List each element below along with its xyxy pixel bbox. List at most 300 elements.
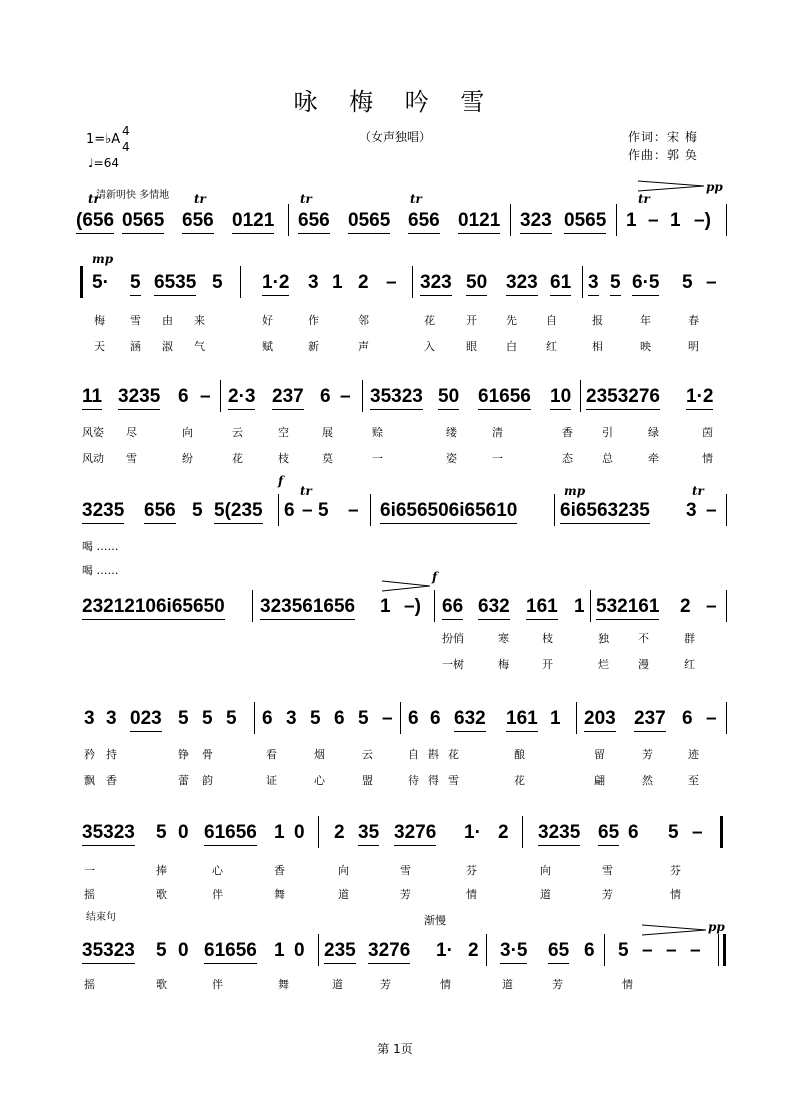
note-group: 65 (598, 822, 619, 846)
lyric-word: 入 (424, 340, 435, 353)
lyric-word: 茵 (702, 426, 713, 439)
note-group: 35323 (82, 940, 135, 964)
lyric-word: 红 (684, 658, 695, 671)
note: 5 (358, 708, 369, 729)
lyric-word: 雪 (602, 864, 613, 877)
note-group: 161 (526, 596, 558, 620)
note: 6·5 (632, 272, 659, 296)
lyrics-verse-2 (82, 656, 728, 672)
trill-mark: tr (88, 192, 100, 206)
barline (370, 494, 371, 526)
note-group: 11 (82, 386, 102, 410)
note-dash: – (382, 708, 393, 729)
barline (726, 590, 727, 622)
note-group: 6i6563235 (560, 500, 650, 524)
note: 5 (310, 708, 321, 729)
note-dash: – (706, 500, 717, 521)
lyric-word: 梅 (498, 658, 509, 671)
dynamic-f: f (432, 570, 438, 584)
note-group: 237 (272, 386, 304, 410)
note-group: 323561656 (260, 596, 355, 620)
barline (604, 934, 605, 966)
lyric-word: 先 (506, 314, 517, 327)
lyric-word: 自 (408, 748, 419, 761)
note-group: 632 (454, 708, 486, 732)
lyric-word: 尽 (126, 426, 137, 439)
note-group: 50 (466, 272, 487, 296)
lyric-word: 作 (308, 314, 319, 327)
lyric-word: 花 (232, 452, 243, 465)
lyric-word: 歌 (156, 978, 167, 991)
lyric-word: 矜 (84, 748, 95, 761)
note-row (82, 500, 728, 526)
lyric-word: 枝 (542, 632, 553, 645)
lyric-word: 蕾 (178, 774, 189, 787)
note-dash: – (706, 272, 717, 293)
note-row (76, 210, 728, 236)
lyric-word: 赊 (372, 426, 383, 439)
lyric-word: 自 (546, 314, 557, 327)
lyric-word: 报 (592, 314, 603, 327)
barline (726, 204, 727, 236)
lyric-word: 映 (640, 340, 651, 353)
lyric-word: 莫 (322, 452, 333, 465)
note: 5 (192, 500, 203, 521)
lyric-word: 涵 (130, 340, 141, 353)
note-group: 3276 (368, 940, 410, 964)
lyric-word: 不 (638, 632, 649, 645)
lyric-word: 持 (106, 748, 117, 761)
note-dash: – (200, 386, 211, 407)
lyrics-verse-1 (82, 630, 728, 646)
note: 5 (202, 708, 213, 729)
note-group: 3235 (82, 500, 124, 524)
note: 1 (332, 272, 343, 293)
decrescendo-hairpin (382, 580, 430, 592)
note: 5 (130, 272, 141, 296)
note-group: 5(235 (214, 500, 263, 524)
lyric-word: 芳 (552, 978, 563, 991)
lyric-word: 纷 (182, 452, 193, 465)
lyric-word: 一 (372, 452, 383, 465)
note: 2 (468, 940, 479, 961)
lyric-word: 天 (94, 340, 105, 353)
note-group: 0121 (232, 210, 274, 234)
lyric-word: 扮俏 (442, 632, 464, 645)
note-dash: – (386, 272, 397, 293)
lyric-word: 空 (278, 426, 289, 439)
barline (434, 590, 435, 622)
note-group: 323 (520, 210, 552, 234)
lyric-word: 云 (362, 748, 373, 761)
barline (582, 266, 583, 298)
lyric-word: 总 (602, 452, 613, 465)
note-group: 61656 (204, 940, 257, 964)
lyrics-verse-1 (82, 312, 728, 328)
note: 5 (610, 272, 621, 296)
lyric-word: 香 (274, 864, 285, 877)
repeat-barline (720, 816, 723, 848)
note: 1 (274, 940, 285, 961)
lyric-word: 引 (602, 426, 613, 439)
lyric-word: 盟 (362, 774, 373, 787)
lyric-word: 绿 (648, 426, 659, 439)
lyrics-verse-1 (82, 862, 728, 878)
time-signature-bottom: 4 (122, 140, 130, 154)
note-group: 632 (478, 596, 510, 620)
note-group: 656 (144, 500, 176, 524)
barline (252, 590, 253, 622)
lyric-word: 雪 (448, 774, 459, 787)
note: 5 (178, 708, 189, 729)
note: 5 (618, 940, 629, 961)
lyric-word: 翩 (594, 774, 605, 787)
note: 5 (682, 272, 693, 293)
lyric-word: 展 (322, 426, 333, 439)
note-dash: – (690, 940, 701, 961)
note-group: 35 (358, 822, 379, 846)
lyric-word: 群 (684, 632, 695, 645)
note-group: 35323 (82, 822, 135, 846)
lyric-word: 烟 (314, 748, 325, 761)
note-group: 66 (442, 596, 463, 620)
note-dash: – (706, 596, 717, 617)
key-signature: 1=♭A (86, 132, 121, 147)
lyric-word: 好 (262, 314, 273, 327)
note: 2 (498, 822, 509, 843)
lyric-word: 风动 (82, 452, 104, 465)
lyric-word: 迹 (688, 748, 699, 761)
barline (220, 380, 221, 412)
ending-label: 结束句 (86, 912, 116, 923)
lyric-word: 道 (338, 888, 349, 901)
lyric-word: 情 (622, 978, 633, 991)
lyric-word: 春 (688, 314, 699, 327)
note-group: 61 (550, 272, 571, 296)
lyric-word: 向 (182, 426, 193, 439)
note: 3 (686, 500, 697, 521)
barline (412, 266, 413, 298)
lyric-word: 至 (688, 774, 699, 787)
note-group: 3·5 (500, 940, 527, 964)
note-group: 323 (506, 272, 538, 296)
note: 2 (358, 272, 369, 293)
lyric-word: 舞 (278, 978, 289, 991)
note-dash: – (706, 708, 717, 729)
lyric-word: 心 (314, 774, 325, 787)
note: 5 (156, 822, 167, 843)
lyric-word: 一 (84, 864, 95, 877)
note-group: 235 (324, 940, 356, 964)
lyric-word: 眼 (466, 340, 477, 353)
note-group: 3276 (394, 822, 436, 846)
note: 1 (550, 708, 561, 729)
lyric-word: 芳 (642, 748, 653, 761)
final-barline-thick (723, 934, 726, 966)
note-group: 35323 (370, 386, 423, 410)
lyric-word: 寒 (498, 632, 509, 645)
lyric-word: 斟 (428, 748, 439, 761)
note: 5 (226, 708, 237, 729)
lyric-word: 看 (266, 748, 277, 761)
lyricist-credit: 作词：宋 梅 (628, 130, 698, 144)
composer-credit: 作曲：郭 奂 (628, 148, 698, 162)
note-group: 656 (298, 210, 330, 234)
lyric-word: 一 (492, 452, 503, 465)
barline (240, 266, 241, 298)
note-row (82, 272, 728, 298)
note-group: 65 (548, 940, 569, 964)
page-number: 第 1页 (377, 1042, 413, 1056)
note: 0 (294, 822, 305, 843)
note-group: 023 (130, 708, 162, 732)
barline (400, 702, 401, 734)
note: 0 (178, 822, 189, 843)
note: 6 (262, 708, 273, 729)
lyric-word: 芬 (466, 864, 477, 877)
lyric-word: 伴 (212, 978, 223, 991)
lyrics-verse-1 (82, 424, 728, 440)
note-group: 61656 (204, 822, 257, 846)
barline (554, 494, 555, 526)
trill-mark: tr (194, 192, 206, 206)
lyric-word: 红 (546, 340, 557, 353)
note: 3 (84, 708, 95, 729)
note: 1·2 (262, 272, 289, 296)
lyric-word: 花 (448, 748, 459, 761)
barline (616, 204, 617, 236)
lyric-word: 牵 (648, 452, 659, 465)
barline (580, 380, 581, 412)
trill-mark: tr (410, 192, 422, 206)
lyrics-verse-2 (82, 338, 728, 354)
lyric-word: 得 (428, 774, 439, 787)
lyric-word: 风姿 (82, 426, 104, 439)
note-group: 10 (550, 386, 571, 410)
lyric-word: 淑 (162, 340, 173, 353)
lyric-word: 年 (640, 314, 651, 327)
lyric-word: 道 (502, 978, 513, 991)
lyric-word: 明 (688, 340, 699, 353)
lyric-word: 赋 (262, 340, 273, 353)
note: 6 (320, 386, 331, 407)
lyric-word: 新 (308, 340, 319, 353)
trill-mark: tr (300, 192, 312, 206)
ritardando-mark: 渐慢 (424, 914, 446, 927)
dynamic-pp: pp (706, 180, 723, 194)
note: 5 (318, 500, 329, 521)
note: 6 (682, 708, 693, 729)
lyric-word: 舞 (274, 888, 285, 901)
lyric-word: 独 (598, 632, 609, 645)
note-group: 203 (584, 708, 616, 732)
lyric-word: 姿 (446, 452, 457, 465)
lyric-word: 花 (514, 774, 525, 787)
note-row (82, 940, 728, 966)
note: 6 (334, 708, 345, 729)
note-group: 161 (506, 708, 538, 732)
note-dash: – (642, 940, 653, 961)
lyric-word: 缕 (446, 426, 457, 439)
barline (362, 380, 363, 412)
lyric-word: 骨 (202, 748, 213, 761)
note-dash: – (648, 210, 659, 231)
note-group: 0121 (458, 210, 500, 234)
barline (576, 702, 577, 734)
note: 3 (588, 272, 599, 296)
lyric-word: 情 (670, 888, 681, 901)
barline (318, 816, 319, 848)
barline (278, 494, 279, 526)
note-row (82, 822, 728, 848)
time-signature-top: 4 (122, 124, 130, 138)
lyric-word: 白 (506, 340, 517, 353)
lyric-word: 向 (338, 864, 349, 877)
note-group: 2·3 (228, 386, 255, 410)
note-dash: – (340, 386, 351, 407)
note-group: 1·2 (686, 386, 713, 410)
lyrics-verse-1 (82, 746, 728, 762)
trill-mark: tr (692, 484, 704, 498)
lyrics-verse-2 (82, 886, 728, 902)
lyric-word: 捧 (156, 864, 167, 877)
note-group: 3235 (538, 822, 580, 846)
lyric-word: 芳 (380, 978, 391, 991)
lyric-word: 情 (440, 978, 451, 991)
barline (510, 204, 511, 236)
lyric-word: 情 (702, 452, 713, 465)
note-group: 237 (634, 708, 666, 732)
note-row (82, 386, 728, 412)
note: 6 (628, 822, 639, 843)
barline (288, 204, 289, 236)
lyric-word: 留 (594, 748, 605, 761)
lyric-word: 向 (540, 864, 551, 877)
note: 2 (680, 596, 691, 617)
lyric-word: 摇 (84, 978, 95, 991)
lyric-word: 芳 (602, 888, 613, 901)
note: 3 (286, 708, 297, 729)
barline (486, 934, 487, 966)
lyric-word: 道 (332, 978, 343, 991)
note-group: 23212106i65650 (82, 596, 225, 620)
lyric-word: 声 (358, 340, 369, 353)
lyric-word: 雪 (126, 452, 137, 465)
note: 1· (464, 822, 481, 843)
lyric-word: 心 (212, 864, 223, 877)
lyric-word: 芬 (670, 864, 681, 877)
note: 6 (584, 940, 595, 961)
decrescendo-hairpin (642, 924, 706, 936)
lyric-word: 梅 (94, 314, 105, 327)
note: 6 (178, 386, 189, 407)
repeat-barline (80, 266, 83, 298)
lyric-word: 韵 (202, 774, 213, 787)
lyric-word: 然 (642, 774, 653, 787)
lyric-word: 摇 (84, 888, 95, 901)
note: 6 (408, 708, 419, 729)
lyric-word: 铮 (178, 748, 189, 761)
note-group: 2353276 (586, 386, 660, 410)
note-dash: – (302, 500, 313, 521)
barline (318, 934, 319, 966)
note: 1 (380, 596, 391, 617)
lyric-word: 一树 (442, 658, 464, 671)
note: 1 (574, 596, 585, 617)
lyric-word: 喝 …… (82, 564, 119, 577)
note: 5 (156, 940, 167, 961)
note-row (82, 708, 728, 734)
lyric-word: 花 (424, 314, 435, 327)
note-dash: – (666, 940, 677, 961)
lyric-word: 开 (542, 658, 553, 671)
barline (590, 590, 591, 622)
lyric-word: 开 (466, 314, 477, 327)
note: 3 (106, 708, 117, 729)
note-dash: –) (694, 210, 711, 231)
lyric-word: 态 (562, 452, 573, 465)
lyric-word: 待 (408, 774, 419, 787)
dynamic-pp: pp (708, 920, 725, 934)
final-barline (718, 934, 719, 966)
note: 0 (178, 940, 189, 961)
note-group: 50 (438, 386, 459, 410)
lyrics-verse-1 (82, 538, 728, 554)
note: 1· (436, 940, 453, 961)
note-group: 0565 (348, 210, 390, 234)
lyric-word: 云 (232, 426, 243, 439)
note-group: 323 (420, 272, 452, 296)
song-title: 咏 梅 吟 雪 (293, 88, 497, 116)
lyric-word: 气 (194, 340, 205, 353)
tempo-mark: ♩=64 (88, 156, 119, 170)
note: 1 (626, 210, 637, 231)
expression-mark: 清新明快 多情地 (96, 190, 170, 201)
lyric-word: 香 (562, 426, 573, 439)
lyric-word: 来 (194, 314, 205, 327)
lyric-word: 漫 (638, 658, 649, 671)
note-group: 6535 (154, 272, 196, 296)
dynamic-mp: mp (564, 484, 586, 498)
song-subtitle: （女声独唱） (358, 130, 431, 144)
dynamic-f: f (278, 474, 284, 488)
lyric-word: 喝 …… (82, 540, 119, 553)
lyrics-verse-2 (82, 450, 728, 466)
lyric-word: 邻 (358, 314, 369, 327)
lyric-word: 烂 (598, 658, 609, 671)
dynamic-mp: mp (92, 252, 114, 266)
lyric-word: 酿 (514, 748, 525, 761)
lyric-word: 歌 (156, 888, 167, 901)
note-group: 656 (182, 210, 214, 234)
note: 0 (294, 940, 305, 961)
lyric-word: 芳 (400, 888, 411, 901)
note-group: 3235 (118, 386, 160, 410)
note-row (82, 596, 728, 622)
lyric-word: 情 (466, 888, 477, 901)
note-group: 0565 (122, 210, 164, 234)
trill-mark: tr (300, 484, 312, 498)
lyric-word: 飘 (84, 774, 95, 787)
note: 5 (668, 822, 679, 843)
lyric-word: 枝 (278, 452, 289, 465)
note-group: 61656 (478, 386, 531, 410)
note-dash: – (692, 822, 703, 843)
lyric-word: 相 (592, 340, 603, 353)
lyric-word: 由 (162, 314, 173, 327)
note-group: 656 (408, 210, 440, 234)
lyric-word: 雪 (130, 314, 141, 327)
